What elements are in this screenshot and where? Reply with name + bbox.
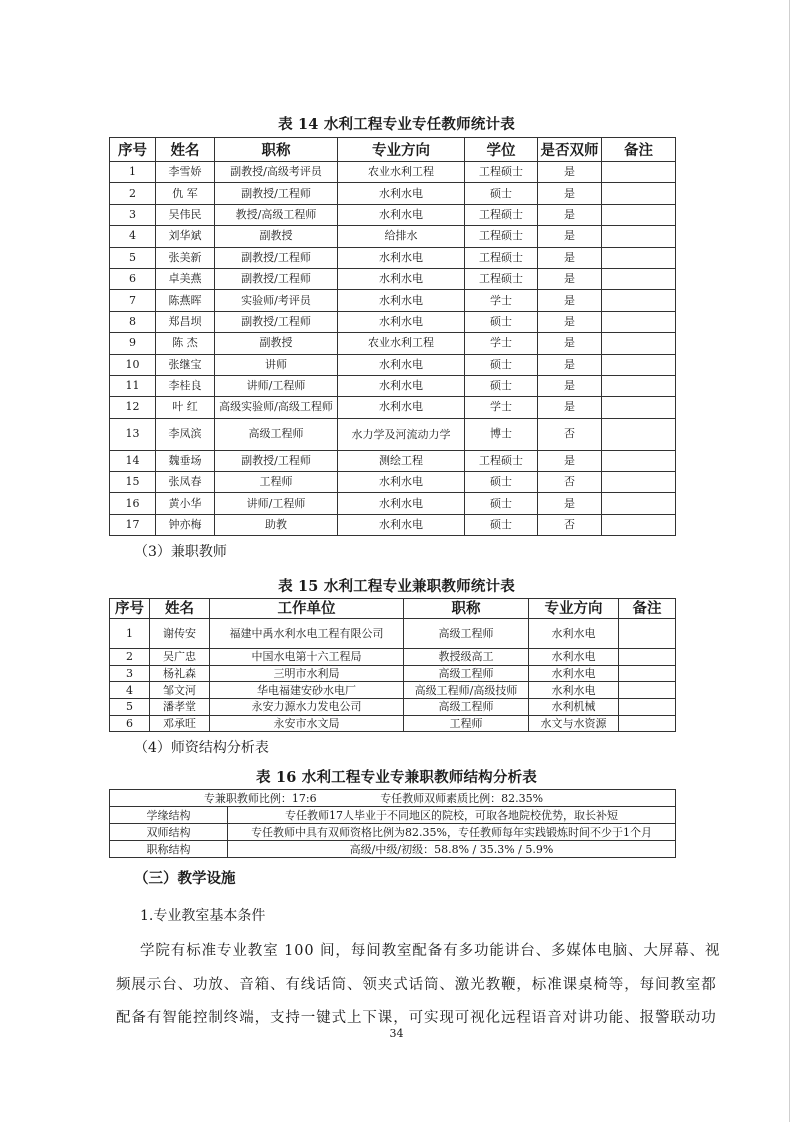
cell-index: 8 — [110, 311, 156, 332]
table-row — [110, 268, 676, 289]
cell-major: 农业水利工程 — [338, 333, 465, 354]
paragraph-line: 学院有标准专业教室 100 间，每间教室配备有多功能讲台、多媒体电脑、大屏幕、视 — [140, 943, 721, 959]
row-label: 职称结构 — [110, 841, 228, 858]
cell-title: 高级工程师/高级技师 — [404, 682, 529, 699]
table14-full-time-teachers — [109, 137, 676, 536]
col-header-dual-teacher: 是否双师 — [538, 138, 602, 162]
cell-remarks — [602, 268, 676, 289]
cell-major: 测绘工程 — [338, 450, 465, 471]
cell-remarks — [602, 514, 676, 535]
col-header-index: 序号 — [110, 599, 150, 619]
cell-employer: 永安力源水力发电公司 — [210, 699, 404, 716]
col-header-remarks: 备注 — [602, 138, 676, 162]
cell-name: 谢传安 — [150, 619, 210, 649]
col-header-major: 专业方向 — [529, 599, 619, 619]
cell-index: 9 — [110, 333, 156, 354]
cell-index: 6 — [110, 268, 156, 289]
table-row — [110, 311, 676, 332]
table-row — [110, 375, 676, 396]
cell-title: 教授/高级工程师 — [215, 204, 338, 225]
cell-index: 16 — [110, 493, 156, 514]
cell-major: 水利水电 — [338, 354, 465, 375]
table-row — [110, 472, 676, 493]
cell-title: 讲师/工程师 — [215, 375, 338, 396]
subsection-classroom-conditions: 1.专业教室基本条件 — [140, 908, 266, 924]
table14-header-row — [110, 138, 676, 162]
cell-major: 水力学及河流动力学 — [338, 418, 465, 450]
cell-remarks — [602, 375, 676, 396]
cell-degree: 硕士 — [465, 183, 538, 204]
section-teaching-facilities: （三）教学设施 — [134, 870, 236, 887]
cell-index: 5 — [110, 699, 150, 716]
cell-name: 郑昌坝 — [156, 311, 215, 332]
cell-major: 水利水电 — [529, 682, 619, 699]
table-row — [110, 699, 676, 716]
col-header-name: 姓名 — [150, 599, 210, 619]
cell-name: 邹文河 — [150, 682, 210, 699]
cell-name: 卓美燕 — [156, 268, 215, 289]
table16-summary-row — [110, 790, 676, 807]
cell-name: 黄小华 — [156, 493, 215, 514]
cell-dual-teacher: 否 — [538, 418, 602, 450]
cell-index: 3 — [110, 665, 150, 682]
cell-employer: 三明市水利局 — [210, 665, 404, 682]
cell-title: 教授级高工 — [404, 649, 529, 666]
table14-caption: 表 14 水利工程专业专任教师统计表 — [278, 116, 515, 133]
table-row — [110, 807, 676, 824]
cell-employer: 福建中禹水利水电工程有限公司 — [210, 619, 404, 649]
cell-title: 工程师 — [215, 472, 338, 493]
cell-major: 水利水电 — [338, 514, 465, 535]
table-row — [110, 290, 676, 311]
cell-name: 仇 军 — [156, 183, 215, 204]
cell-title: 副教授/工程师 — [215, 247, 338, 268]
cell-major: 水利水电 — [529, 665, 619, 682]
table-row — [110, 665, 676, 682]
table-row — [110, 715, 676, 732]
cell-dual-teacher: 否 — [538, 514, 602, 535]
cell-dual-teacher: 是 — [538, 493, 602, 514]
cell-employer: 华电福建安砂水电厂 — [210, 682, 404, 699]
cell-major: 水利水电 — [338, 290, 465, 311]
cell-name: 陈燕晖 — [156, 290, 215, 311]
cell-title: 副教授/高级考评员 — [215, 162, 338, 183]
cell-major: 水利水电 — [338, 204, 465, 225]
cell-index: 1 — [110, 619, 150, 649]
cell-degree: 工程硕士 — [465, 204, 538, 225]
row-label: 双师结构 — [110, 824, 228, 841]
cell-name: 张继宝 — [156, 354, 215, 375]
cell-dual-teacher: 是 — [538, 450, 602, 471]
cell-name: 张凤春 — [156, 472, 215, 493]
table-row — [110, 397, 676, 418]
cell-name: 张美新 — [156, 247, 215, 268]
cell-remarks — [602, 247, 676, 268]
table-row — [110, 333, 676, 354]
cell-index: 17 — [110, 514, 156, 535]
cell-index: 4 — [110, 682, 150, 699]
table-row — [110, 226, 676, 247]
cell-major: 水利水电 — [338, 247, 465, 268]
col-header-employer: 工作单位 — [210, 599, 404, 619]
cell-remarks — [602, 450, 676, 471]
cell-dual-teacher: 是 — [538, 204, 602, 225]
cell-index: 7 — [110, 290, 156, 311]
cell-name: 钟亦梅 — [156, 514, 215, 535]
cell-major: 水利水电 — [338, 311, 465, 332]
page-number: 34 — [389, 1027, 404, 1040]
cell-remarks — [619, 619, 676, 649]
cell-degree: 博士 — [465, 418, 538, 450]
cell-title: 副教授/工程师 — [215, 268, 338, 289]
cell-remarks — [602, 183, 676, 204]
cell-name: 李雪娇 — [156, 162, 215, 183]
cell-remarks — [619, 715, 676, 732]
row-value: 专任教师中具有双师资格比例为82.35%，专任教师每年实践锻炼时间不少于1个月 — [228, 824, 676, 841]
ratio-text: 专兼职教师比例：17:6 — [203, 791, 317, 805]
cell-title: 副教授/工程师 — [215, 183, 338, 204]
cell-degree: 工程硕士 — [465, 226, 538, 247]
table-row — [110, 493, 676, 514]
cell-degree: 硕士 — [465, 493, 538, 514]
cell-remarks — [602, 397, 676, 418]
cell-remarks — [602, 354, 676, 375]
cell-name: 叶 红 — [156, 397, 215, 418]
cell-degree: 硕士 — [465, 472, 538, 493]
cell-remarks — [602, 290, 676, 311]
cell-index: 5 — [110, 247, 156, 268]
section-part-time-teachers: （3）兼职教师 — [134, 544, 227, 560]
cell-remarks — [602, 493, 676, 514]
cell-degree: 学士 — [465, 290, 538, 311]
cell-dual-teacher: 否 — [538, 472, 602, 493]
cell-title: 助教 — [215, 514, 338, 535]
cell-index: 3 — [110, 204, 156, 225]
col-header-index: 序号 — [110, 138, 156, 162]
table-row — [110, 649, 676, 666]
cell-index: 12 — [110, 397, 156, 418]
cell-remarks — [619, 665, 676, 682]
cell-remarks — [602, 226, 676, 247]
cell-title: 高级实验师/高级工程师 — [215, 397, 338, 418]
cell-dual-teacher: 是 — [538, 290, 602, 311]
cell-title: 副教授 — [215, 333, 338, 354]
cell-degree: 工程硕士 — [465, 450, 538, 471]
cell-index: 6 — [110, 715, 150, 732]
cell-title: 副教授/工程师 — [215, 311, 338, 332]
cell-major: 农业水利工程 — [338, 162, 465, 183]
row-value: 专任教师17人毕业于不同地区的院校，可取各地院校优势，取长补短 — [228, 807, 676, 824]
cell-title: 讲师/工程师 — [215, 493, 338, 514]
cell-major: 水利水电 — [338, 397, 465, 418]
col-header-major: 专业方向 — [338, 138, 465, 162]
row-value: 高级/中级/初级：58.8% / 35.3% / 5.9% — [228, 841, 676, 858]
cell-employer: 永安市水文局 — [210, 715, 404, 732]
col-header-name: 姓名 — [156, 138, 215, 162]
cell-major: 水利水电 — [338, 183, 465, 204]
cell-degree: 学士 — [465, 397, 538, 418]
table-row — [110, 418, 676, 450]
cell-degree: 工程硕士 — [465, 247, 538, 268]
cell-index: 10 — [110, 354, 156, 375]
section-faculty-structure: （4）师资结构分析表 — [134, 740, 269, 756]
cell-title: 副教授/工程师 — [215, 450, 338, 471]
cell-name: 潘孝堂 — [150, 699, 210, 716]
cell-title: 高级工程师 — [404, 619, 529, 649]
cell-major: 水利水电 — [529, 619, 619, 649]
table-row — [110, 824, 676, 841]
cell-dual-teacher: 是 — [538, 397, 602, 418]
cell-major: 水文与水资源 — [529, 715, 619, 732]
row-label: 学缘结构 — [110, 807, 228, 824]
table-row — [110, 162, 676, 183]
cell-name: 魏垂场 — [156, 450, 215, 471]
cell-major: 水利水电 — [529, 649, 619, 666]
cell-major: 水利机械 — [529, 699, 619, 716]
table16-faculty-structure — [109, 789, 676, 858]
cell-remarks — [602, 162, 676, 183]
cell-index: 14 — [110, 450, 156, 471]
cell-dual-teacher: 是 — [538, 183, 602, 204]
cell-major: 水利水电 — [338, 375, 465, 396]
cell-remarks — [619, 699, 676, 716]
col-header-title: 职称 — [404, 599, 529, 619]
cell-title: 高级工程师 — [404, 665, 529, 682]
cell-dual-teacher: 是 — [538, 162, 602, 183]
cell-title: 讲师 — [215, 354, 338, 375]
cell-name: 吴广忠 — [150, 649, 210, 666]
col-header-remarks: 备注 — [619, 599, 676, 619]
cell-degree: 学士 — [465, 333, 538, 354]
cell-remarks — [602, 418, 676, 450]
cell-major: 给排水 — [338, 226, 465, 247]
cell-dual-teacher: 是 — [538, 226, 602, 247]
col-header-degree: 学位 — [465, 138, 538, 162]
cell-remarks — [619, 682, 676, 699]
table-row — [110, 619, 676, 649]
cell-dual-teacher: 是 — [538, 311, 602, 332]
cell-name: 李桂良 — [156, 375, 215, 396]
cell-name: 邓承旺 — [150, 715, 210, 732]
table-row — [110, 247, 676, 268]
cell-remarks — [602, 311, 676, 332]
cell-employer: 中国水电第十六工程局 — [210, 649, 404, 666]
cell-major: 水利水电 — [338, 268, 465, 289]
paragraph-line: 频展示台、功放、音箱、有线话筒、领夹式话筒、激光教鞭，标准课桌椅等，每间教室都 — [116, 977, 717, 993]
cell-name: 杨礼森 — [150, 665, 210, 682]
cell-dual-teacher: 是 — [538, 268, 602, 289]
cell-degree: 硕士 — [465, 354, 538, 375]
paragraph-line: 配备有智能控制终端，支持一键式上下课，可实现可视化远程语音对讲功能、报警联动功 — [116, 1010, 717, 1026]
cell-degree: 工程硕士 — [465, 268, 538, 289]
cell-name: 刘华斌 — [156, 226, 215, 247]
cell-degree: 硕士 — [465, 311, 538, 332]
cell-index: 4 — [110, 226, 156, 247]
cell-dual-teacher: 是 — [538, 354, 602, 375]
cell-dual-teacher: 是 — [538, 375, 602, 396]
cell-remarks — [619, 649, 676, 666]
table15-part-time-teachers — [109, 598, 676, 732]
cell-major: 水利水电 — [338, 472, 465, 493]
table-row — [110, 183, 676, 204]
cell-index: 1 — [110, 162, 156, 183]
cell-title: 高级工程师 — [404, 699, 529, 716]
cell-name: 吴伟民 — [156, 204, 215, 225]
table-row — [110, 204, 676, 225]
cell-major: 水利水电 — [338, 493, 465, 514]
cell-degree: 硕士 — [465, 514, 538, 535]
cell-title: 工程师 — [404, 715, 529, 732]
table-row — [110, 841, 676, 858]
col-header-title: 职称 — [215, 138, 338, 162]
cell-title: 副教授 — [215, 226, 338, 247]
cell-dual-teacher: 是 — [538, 247, 602, 268]
cell-index: 2 — [110, 649, 150, 666]
table-row — [110, 682, 676, 699]
page-edge-line — [789, 0, 790, 1122]
table15-caption: 表 15 水利工程专业兼职教师统计表 — [278, 578, 515, 595]
cell-title: 高级工程师 — [215, 418, 338, 450]
table16-caption: 表 16 水利工程专业专兼职教师结构分析表 — [256, 769, 537, 786]
table-row — [110, 514, 676, 535]
cell-title: 实验师/考评员 — [215, 290, 338, 311]
cell-dual-teacher: 是 — [538, 333, 602, 354]
cell-remarks — [602, 204, 676, 225]
cell-name: 陈 杰 — [156, 333, 215, 354]
cell-remarks — [602, 333, 676, 354]
cell-index: 13 — [110, 418, 156, 450]
cell-index: 11 — [110, 375, 156, 396]
cell-index: 2 — [110, 183, 156, 204]
summary-cell — [110, 790, 676, 807]
dual-ratio-text: 专任教师双师素质比例：82.35% — [380, 791, 544, 805]
cell-index: 15 — [110, 472, 156, 493]
cell-degree: 硕士 — [465, 375, 538, 396]
cell-name: 李凤滨 — [156, 418, 215, 450]
cell-remarks — [602, 472, 676, 493]
table-row — [110, 354, 676, 375]
table15-header-row — [110, 599, 676, 619]
cell-degree: 工程硕士 — [465, 162, 538, 183]
table-row — [110, 450, 676, 471]
